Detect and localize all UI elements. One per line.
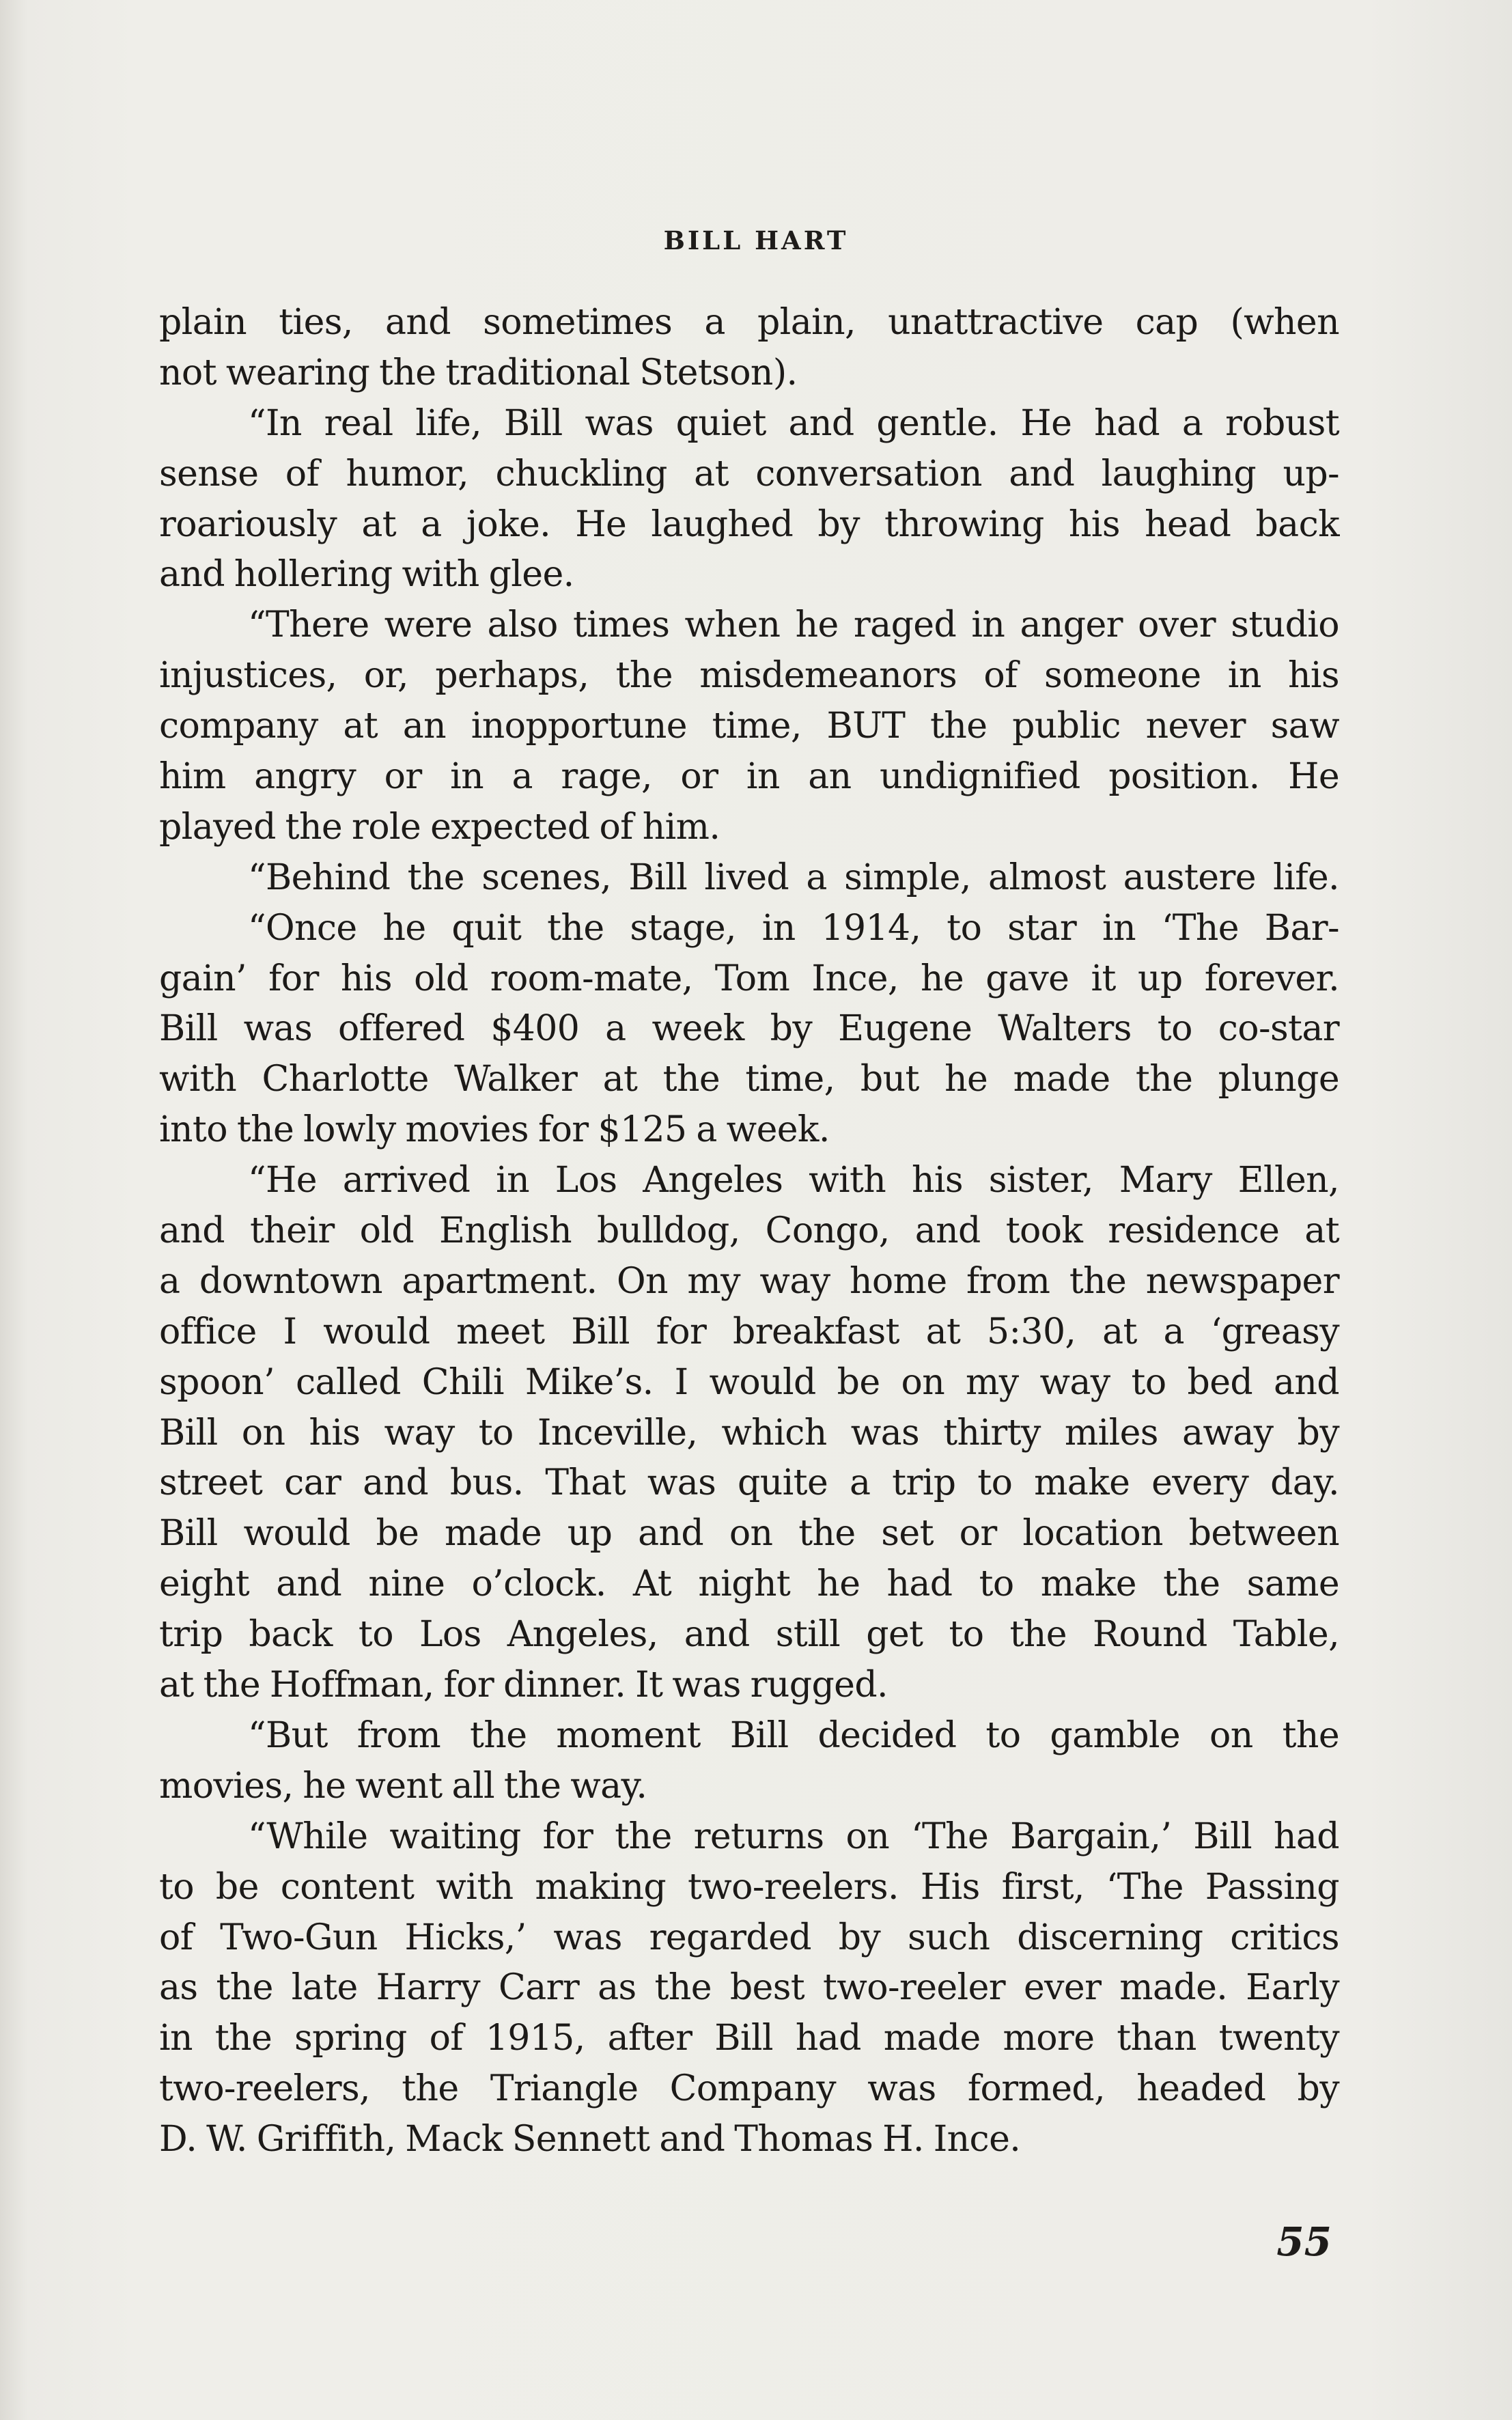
text-line: plain ties, and sometimes a plain, unattractive cap (when	[159, 302, 1339, 343]
text-line: “While waiting for the returns on ‘The Bargain,’ Bill had	[248, 1816, 1339, 1857]
text-line: of Two-Gun Hicks,’ was regarded by such discerning critics	[159, 1917, 1339, 1958]
text-line: and hollering with glee.	[159, 554, 574, 596]
text-line: played the role expected of him.	[159, 806, 720, 848]
text-line: and their old English bulldog, Congo, and took residence at	[159, 1210, 1339, 1252]
text-line: “Behind the scenes, Bill lived a simple, almost austere life.	[248, 857, 1339, 898]
text-line: in the spring of 1915, after Bill had made more than twenty	[159, 2018, 1339, 2059]
text-line: “But from the moment Bill decided to gamble on the	[248, 1714, 1339, 1756]
text-line: into the lowly movies for $125 a week.	[159, 1109, 830, 1151]
text-line: roariously at a joke. He laughed by throwing his head back	[159, 503, 1339, 545]
text-line: injustices, or, perhaps, the misdemeanors of someone in his	[159, 655, 1339, 697]
text-line: company at an inopportune time, BUT the public never saw	[159, 706, 1339, 747]
text-line: to be content with making two-reelers. His first, ‘The Passing	[159, 1866, 1339, 1908]
text-line: D. W. Griffith, Mack Sennett and Thomas H. Ince.	[159, 2119, 1021, 2160]
text-line: not wearing the traditional Stetson).	[159, 352, 798, 393]
text-line: a downtown apartment. On my way home from the newspaper	[159, 1260, 1339, 1302]
text-line: him angry or in a rage, or in an undignified position. He	[159, 756, 1339, 798]
text-line: two-reelers, the Triangle Company was formed, headed by	[159, 2068, 1339, 2110]
text-line: trip back to Los Angeles, and still get to the Round Table,	[159, 1614, 1339, 1656]
body-text	[159, 298, 1339, 2165]
text-line: “Once he quit the stage, in 1914, to star in ‘The Bar-	[248, 907, 1339, 949]
text-line: office I would meet Bill for breakfast at 5:30, at a ‘greasy	[159, 1311, 1339, 1352]
text-line: “In real life, Bill was quiet and gentle. He had a robust	[248, 402, 1339, 444]
text-line: spoon’ called Chili Mike’s. I would be on my way to bed and	[159, 1361, 1339, 1403]
text-line: sense of humor, chuckling at conversation and laughing up-	[159, 453, 1339, 495]
text-line: as the late Harry Carr as the best two-reeler ever made. Early	[159, 1967, 1339, 2009]
running-head: BILL HART	[663, 225, 849, 255]
text-line: Bill was offered $400 a week by Eugene Walters to co-star	[159, 1008, 1339, 1050]
text-line: “He arrived in Los Angeles with his sister, Mary Ellen,	[248, 1160, 1339, 1201]
text-line: eight and nine o’clock. At night he had to make the same	[159, 1563, 1339, 1605]
text-line: Bill on his way to Inceville, which was thirty miles away by	[159, 1412, 1339, 1454]
text-line: “There were also times when he raged in anger over studio	[248, 604, 1339, 646]
page-number: 55	[1276, 2219, 1332, 2265]
text-line: at the Hoffman, for dinner. It was rugged.	[159, 1665, 888, 1706]
text-line: Bill would be made up and on the set or location between	[159, 1513, 1339, 1555]
text-line: movies, he went all the way.	[159, 1765, 647, 1807]
text-line: with Charlotte Walker at the time, but he made the plunge	[159, 1059, 1339, 1100]
text-line: gain’ for his old room-mate, Tom Ince, he gave it up forever.	[159, 958, 1339, 999]
text-line: street car and bus. That was quite a trip to make every day.	[159, 1462, 1339, 1504]
